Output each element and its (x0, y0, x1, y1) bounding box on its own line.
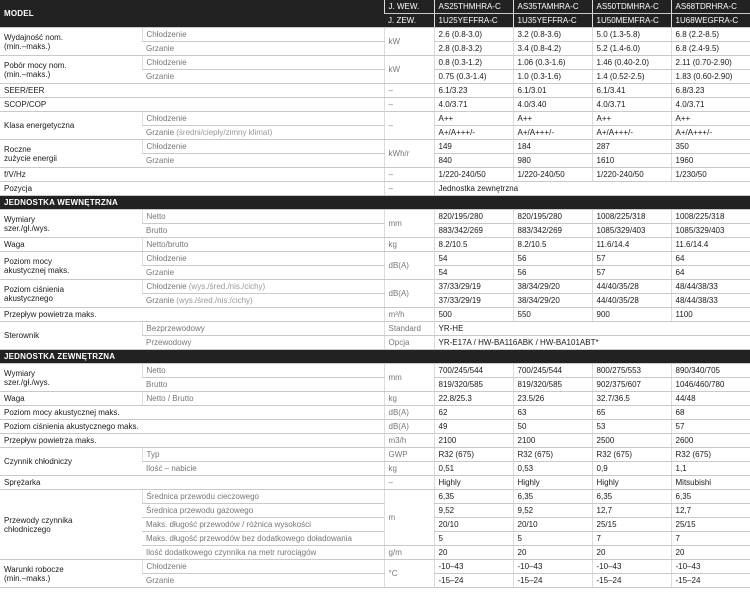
indoor-unit-label: J. WEW. (384, 0, 434, 14)
table-cell: 1085/329/403 (671, 224, 750, 238)
row-label: Poziom ciśnienia akustycznego (0, 280, 142, 308)
row-sublabel: Grzanie (142, 266, 384, 280)
table-cell: 820/195/280 (434, 210, 513, 224)
table-cell: 1/230/50 (671, 168, 750, 182)
table-row (0, 140, 750, 154)
model-indoor-3: AS50TDMHRA-C (592, 0, 671, 14)
table-cell: A++ (513, 112, 592, 126)
table-cell: 149 (434, 140, 513, 154)
row-sublabel: Brutto (142, 378, 384, 392)
table-cell: 2.8 (0.8-3.2) (434, 42, 513, 56)
row-label: Poziom ciśnienia akustycznego maks. (0, 420, 384, 434)
section-title: JEDNOSTKA WEWNĘTRZNA (0, 196, 750, 210)
table-cell: 5.0 (1.3-5.8) (592, 28, 671, 42)
row-sublabel: Netto / Brutto (142, 392, 384, 406)
table-cell: 48/44/38/33 (671, 280, 750, 294)
table-cell: 54 (434, 266, 513, 280)
table-cell: 819/320/585 (434, 378, 513, 392)
table-cell: 550 (513, 308, 592, 322)
table-cell: 20 (592, 546, 671, 560)
table-row (0, 490, 750, 504)
model-indoor-1: AS25THMHRA-C (434, 0, 513, 14)
table-cell: 6,35 (513, 490, 592, 504)
row-sublabel: Chłodzenie (142, 112, 384, 126)
table-cell: 2.6 (0.8-3.0) (434, 28, 513, 42)
row-sublabel: Chłodzenie (142, 252, 384, 266)
table-cell: 65 (592, 406, 671, 420)
table-cell: -10–43 (513, 560, 592, 574)
table-cell: 38/34/29/20 (513, 294, 592, 308)
table-cell: R32 (675) (513, 448, 592, 462)
table-cell: 49 (434, 420, 513, 434)
table-cell: 800/275/553 (592, 364, 671, 378)
table-row (0, 280, 750, 294)
table-cell: 900 (592, 308, 671, 322)
row-sublabel: Chłodzenie (142, 560, 384, 574)
table-cell: -15–24 (592, 574, 671, 588)
table-cell: 6,35 (434, 490, 513, 504)
table-cell: 20 (434, 546, 513, 560)
table-cell: 6.8/3.23 (671, 84, 750, 98)
row-sublabel: Grzanie (średni/ciepły/zimny klimat) (142, 126, 384, 140)
row-sublabel: Chłodzenie (142, 56, 384, 70)
row-sublabel: Średnica przewodu cieczowego (142, 490, 384, 504)
table-cell: Jednostka zewnętrzna (434, 182, 750, 196)
row-sublabel: Netto (142, 364, 384, 378)
table-cell: 0,53 (513, 462, 592, 476)
row-sublabel: Chłodzenie (142, 28, 384, 42)
row-unit: dB(A) (384, 280, 434, 308)
row-label: Wymiary szer./gł./wys. (0, 210, 142, 238)
table-cell: 22.8/25.3 (434, 392, 513, 406)
table-row (0, 238, 750, 252)
table-cell: 1.06 (0.3-1.6) (513, 56, 592, 70)
table-cell: 4.0/3.71 (434, 98, 513, 112)
table-cell: 37/33/29/19 (434, 280, 513, 294)
table-cell: 5.2 (1.4-6.0) (592, 42, 671, 56)
table-cell: 50 (513, 420, 592, 434)
row-sublabel: Ilość dodatkowego czynnika na metr rurociągów (142, 546, 384, 560)
table-cell: R32 (675) (592, 448, 671, 462)
table-row (0, 210, 750, 224)
row-label: Klasa energetyczna (0, 112, 142, 140)
model-title: MODEL (0, 0, 384, 28)
table-cell: 56 (513, 266, 592, 280)
table-cell: 53 (592, 420, 671, 434)
row-unit: kg (384, 462, 434, 476)
row-label: Waga (0, 238, 142, 252)
table-cell: 2500 (592, 434, 671, 448)
table-cell: 287 (592, 140, 671, 154)
table-cell: 9,52 (434, 504, 513, 518)
table-cell: 62 (434, 406, 513, 420)
table-cell: 6.8 (2.2-8.5) (671, 28, 750, 42)
row-unit: kg (384, 392, 434, 406)
table-cell: 0.8 (0.3-1.2) (434, 56, 513, 70)
table-cell: 2100 (434, 434, 513, 448)
table-cell: 56 (513, 252, 592, 266)
row-unit: dB(A) (384, 252, 434, 280)
table-cell: A+/A+++/- (592, 126, 671, 140)
row-sublabel: Chłodzenie (wys./śred./nis./cichy) (142, 280, 384, 294)
row-label: Przepływ powietrza maks. (0, 308, 384, 322)
table-cell: 6.1/3.41 (592, 84, 671, 98)
table-cell: 57 (592, 252, 671, 266)
table-cell: 4.0/3.40 (513, 98, 592, 112)
row-unit: – (384, 112, 434, 140)
table-cell: 12,7 (671, 504, 750, 518)
row-sublabel: Grzanie (142, 70, 384, 84)
table-cell: 8.2/10.5 (434, 238, 513, 252)
table-cell: Highly (513, 476, 592, 490)
table-row (0, 364, 750, 378)
section-header-indoor (0, 196, 750, 210)
row-sublabel: Grzanie (142, 42, 384, 56)
row-sublabel: Ilość – nabicie (142, 462, 384, 476)
table-cell: 6.1/3.23 (434, 84, 513, 98)
table-cell: 57 (592, 266, 671, 280)
table-cell: 350 (671, 140, 750, 154)
table-cell: 700/245/544 (434, 364, 513, 378)
table-cell: Mitsubishi (671, 476, 750, 490)
row-unit: – (384, 182, 434, 196)
table-row (0, 182, 750, 196)
row-sublabel: Średnica przewodu gazowego (142, 504, 384, 518)
section-header-outdoor (0, 350, 750, 364)
table-row (0, 392, 750, 406)
table-cell: 2100 (513, 434, 592, 448)
table-row (0, 308, 750, 322)
table-cell: 2600 (671, 434, 750, 448)
row-sublabel: Netto (142, 210, 384, 224)
table-cell: 2.11 (0.70-2.90) (671, 56, 750, 70)
table-cell: 3.2 (0.8-3.6) (513, 28, 592, 42)
table-cell: 1008/225/318 (592, 210, 671, 224)
table-row (0, 434, 750, 448)
table-cell: A+/A+++/- (671, 126, 750, 140)
row-sublabel: Grzanie (wys./śred./nis./cichy) (142, 294, 384, 308)
table-cell: 3.4 (0.8-4.2) (513, 42, 592, 56)
table-cell: -15–24 (513, 574, 592, 588)
row-unit: – (384, 84, 434, 98)
table-cell: 840 (434, 154, 513, 168)
row-label: Przewody czynnika chłodniczego (0, 490, 142, 560)
row-unit: °C (384, 560, 434, 588)
table-cell: 819/320/585 (513, 378, 592, 392)
row-unit: m (384, 490, 434, 546)
table-cell: 6.1/3.01 (513, 84, 592, 98)
row-unit: kW (384, 28, 434, 56)
model-outdoor-2: 1U35YEFFRA-C (513, 14, 592, 28)
table-cell: 8.2/10.5 (513, 238, 592, 252)
row-unit: mm (384, 364, 434, 392)
row-unit: dB(A) (384, 420, 434, 434)
table-row (0, 252, 750, 266)
row-label: Wydajność nom. (min.–maks.) (0, 28, 142, 56)
row-unit: GWP (384, 448, 434, 462)
model-indoor-2: AS35TAMHRA-C (513, 0, 592, 14)
row-label: Warunki robocze (min.–maks.) (0, 560, 142, 588)
row-label: SEER/EER (0, 84, 384, 98)
table-cell: 38/34/29/20 (513, 280, 592, 294)
model-outdoor-3: 1U50MEMFRA-C (592, 14, 671, 28)
table-cell: 25/15 (671, 518, 750, 532)
table-cell: 700/245/544 (513, 364, 592, 378)
table-cell: 23.5/26 (513, 392, 592, 406)
table-cell: 44/48 (671, 392, 750, 406)
table-cell: 64 (671, 252, 750, 266)
table-cell: 1.0 (0.3-1.6) (513, 70, 592, 84)
table-cell: 1100 (671, 308, 750, 322)
row-unit: m³/h (384, 308, 434, 322)
row-label: Wymiary szer./gł./wys. (0, 364, 142, 392)
row-unit: g/m (384, 546, 434, 560)
row-sublabel: Brutto (142, 224, 384, 238)
row-unit: Standard (384, 322, 434, 336)
row-label: Roczne zużycie energii (0, 140, 142, 168)
row-unit: kg (384, 238, 434, 252)
table-row (0, 28, 750, 42)
table-cell: 5 (434, 532, 513, 546)
table-cell: 20/10 (434, 518, 513, 532)
table-cell: 1/220-240/50 (434, 168, 513, 182)
table-cell: 44/40/35/28 (592, 294, 671, 308)
row-label: Pobór mocy nom. (min.–maks.) (0, 56, 142, 84)
row-label: Pozycja (0, 182, 384, 196)
table-cell: Highly (592, 476, 671, 490)
row-unit: dB(A) (384, 406, 434, 420)
table-cell: 1008/225/318 (671, 210, 750, 224)
table-cell: 1.83 (0.60-2.90) (671, 70, 750, 84)
outdoor-unit-label: J. ZEW. (384, 14, 434, 28)
table-cell: 184 (513, 140, 592, 154)
row-unit: kW (384, 56, 434, 84)
table-row (0, 98, 750, 112)
row-label: Sterownik (0, 322, 142, 350)
table-cell: 1960 (671, 154, 750, 168)
table-cell: 25/15 (592, 518, 671, 532)
table-cell: 0,9 (592, 462, 671, 476)
table-cell: 980 (513, 154, 592, 168)
row-unit: mm (384, 210, 434, 238)
table-cell: 4.0/3.71 (592, 98, 671, 112)
table-cell: 6.8 (2.4-9.5) (671, 42, 750, 56)
table-cell: 0.75 (0.3-1.4) (434, 70, 513, 84)
table-cell: R32 (675) (671, 448, 750, 462)
row-sublabel: Netto/brutto (142, 238, 384, 252)
table-cell: -15–24 (434, 574, 513, 588)
table-cell: 902/375/607 (592, 378, 671, 392)
table-row (0, 406, 750, 420)
table-cell: 11.6/14.4 (592, 238, 671, 252)
table-cell: 1085/329/403 (592, 224, 671, 238)
table-row (0, 322, 750, 336)
row-sublabel: Chłodzenie (142, 140, 384, 154)
table-cell: A+/A+++/- (434, 126, 513, 140)
table-cell: YR-HE (434, 322, 750, 336)
table-cell: 48/44/38/33 (671, 294, 750, 308)
table-cell: 57 (671, 420, 750, 434)
row-unit: kWh/r (384, 140, 434, 168)
row-unit: – (384, 476, 434, 490)
table-cell: 5 (513, 532, 592, 546)
model-outdoor-1: 1U25YEFFRA-C (434, 14, 513, 28)
table-cell: 820/195/280 (513, 210, 592, 224)
table-cell: A++ (671, 112, 750, 126)
table-cell: 4.0/3.71 (671, 98, 750, 112)
row-unit: Opcja (384, 336, 434, 350)
row-sublabel: Grzanie (142, 154, 384, 168)
row-sublabel: Grzanie (142, 574, 384, 588)
table-row (0, 420, 750, 434)
row-label: Poziom mocy akustycznej maks. (0, 252, 142, 280)
table-cell: -10–43 (671, 560, 750, 574)
model-indoor-4: AS68TDRHRA-C (671, 0, 750, 14)
table-cell: 1/220-240/50 (513, 168, 592, 182)
row-label: Poziom mocy akustycznej maks. (0, 406, 384, 420)
table-row (0, 84, 750, 98)
table-cell: 37/33/29/19 (434, 294, 513, 308)
table-cell: 54 (434, 252, 513, 266)
table-cell: 7 (671, 532, 750, 546)
table-cell: 11.6/14.4 (671, 238, 750, 252)
table-cell: A++ (434, 112, 513, 126)
row-label: SCOP/COP (0, 98, 384, 112)
table-cell: 1.46 (0.40-2.0) (592, 56, 671, 70)
table-cell: 63 (513, 406, 592, 420)
table-cell: 883/342/269 (513, 224, 592, 238)
row-sublabel: Przewodowy (142, 336, 384, 350)
table-cell: 883/342/269 (434, 224, 513, 238)
model-outdoor-4: 1U68WEGFRA-C (671, 14, 750, 28)
section-title: JEDNOSTKA ZEWNĘTRZNA (0, 350, 750, 364)
row-unit: m3/h (384, 434, 434, 448)
table-cell: -10–43 (434, 560, 513, 574)
table-cell: 7 (592, 532, 671, 546)
table-cell: 1046/460/780 (671, 378, 750, 392)
header-row-indoor (0, 0, 750, 14)
table-cell: 500 (434, 308, 513, 322)
table-cell: 68 (671, 406, 750, 420)
row-label: Waga (0, 392, 142, 406)
table-cell: 44/40/35/28 (592, 280, 671, 294)
table-cell: -10–43 (592, 560, 671, 574)
table-cell: 32.7/36.5 (592, 392, 671, 406)
table-cell: Highly (434, 476, 513, 490)
row-sublabel: Typ (142, 448, 384, 462)
table-cell: 6,35 (592, 490, 671, 504)
table-row (0, 448, 750, 462)
table-cell: 20 (513, 546, 592, 560)
table-cell: 9,52 (513, 504, 592, 518)
table-cell: 1610 (592, 154, 671, 168)
table-cell: A++ (592, 112, 671, 126)
table-cell: 6,35 (671, 490, 750, 504)
row-unit: – (384, 98, 434, 112)
table-cell: 0,51 (434, 462, 513, 476)
table-row (0, 168, 750, 182)
row-label: f/V/Hz (0, 168, 384, 182)
table-cell: 20/10 (513, 518, 592, 532)
row-sublabel: Bezprzewodowy (142, 322, 384, 336)
table-cell: 64 (671, 266, 750, 280)
table-cell: YR-E17A / HW-BA116ABK / HW-BA101ABT* (434, 336, 750, 350)
row-unit: – (384, 168, 434, 182)
table-cell: 20 (671, 546, 750, 560)
table-cell: 1,1 (671, 462, 750, 476)
table-row (0, 56, 750, 70)
row-label: Czynnik chłodniczy (0, 448, 142, 476)
row-label: Sprężarka (0, 476, 384, 490)
table-cell: R32 (675) (434, 448, 513, 462)
table-row (0, 560, 750, 574)
row-sublabel: Maks. długość przewodów / różnica wysokości (142, 518, 384, 532)
row-label: Przepływ powietrza maks. (0, 434, 384, 448)
table-cell: 1/220-240/50 (592, 168, 671, 182)
table-cell: A+/A+++/- (513, 126, 592, 140)
table-row (0, 112, 750, 126)
table-row (0, 476, 750, 490)
table-cell: 890/340/705 (671, 364, 750, 378)
row-sublabel: Maks. długość przewodów bez dodatkowego doładowania (142, 532, 384, 546)
table-cell: -15–24 (671, 574, 750, 588)
table-cell: 12,7 (592, 504, 671, 518)
table-cell: 1.4 (0.52-2.5) (592, 70, 671, 84)
